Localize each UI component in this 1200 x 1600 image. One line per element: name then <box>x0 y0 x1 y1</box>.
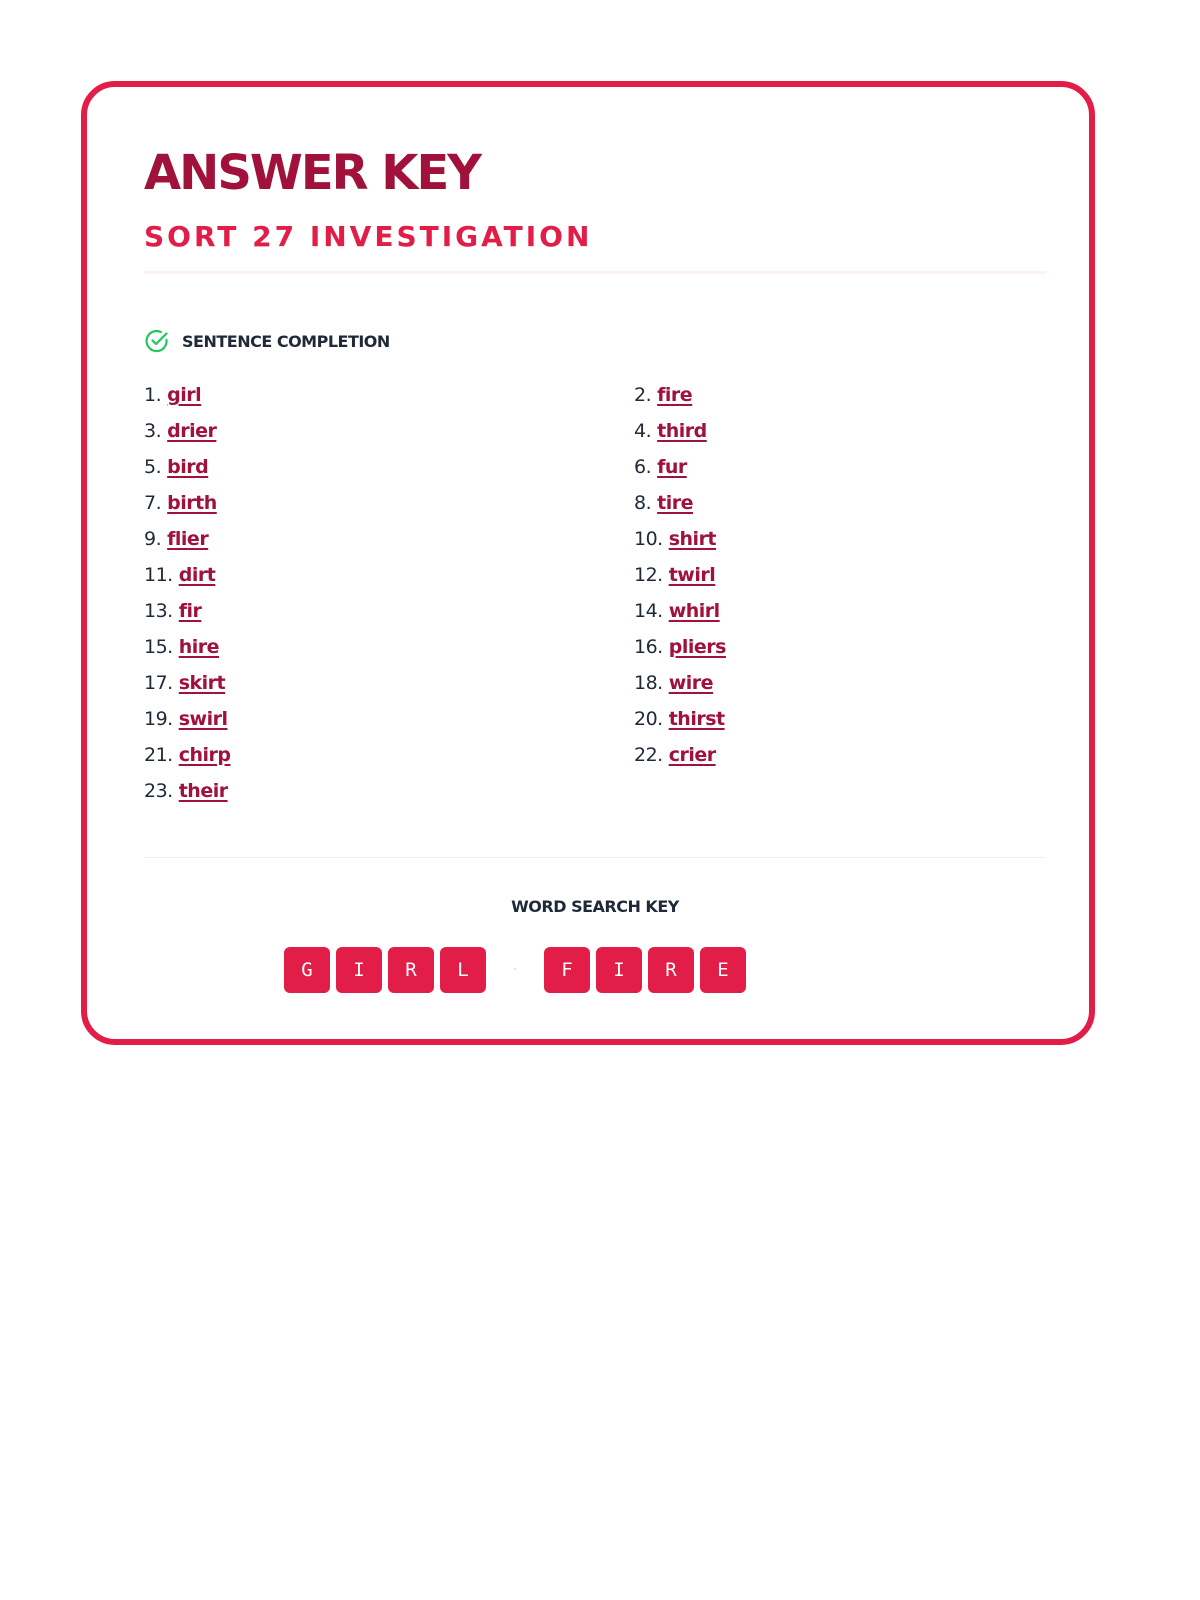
answer-word: twirl <box>668 564 716 586</box>
answer-item <box>634 413 1046 449</box>
answer-word: dirt <box>178 564 216 586</box>
answer-item <box>144 377 634 413</box>
letter-tile: I <box>596 947 642 993</box>
answer-item <box>144 701 634 737</box>
answer-item <box>144 449 634 485</box>
answer-item <box>144 485 634 521</box>
answer-item <box>144 557 634 593</box>
answer-number: 19. <box>144 708 173 730</box>
answer-number: 13. <box>144 600 173 622</box>
answer-number: 3. <box>144 420 162 442</box>
check-circle-icon <box>144 328 170 354</box>
answer-number: 10. <box>634 528 663 550</box>
answer-word: fir <box>178 600 202 622</box>
answer-word: girl <box>167 384 202 406</box>
answer-item <box>144 665 634 701</box>
answer-word: wire <box>668 672 714 694</box>
answer-word: their <box>178 780 228 802</box>
answer-number: 11. <box>144 564 173 586</box>
answer-key-card <box>81 81 1095 1045</box>
answer-item <box>634 665 1046 701</box>
answer-number: 16. <box>634 636 663 658</box>
answer-word: pliers <box>668 636 726 658</box>
answer-number: 12. <box>634 564 663 586</box>
answer-word: drier <box>167 420 217 442</box>
answer-word: hire <box>178 636 220 658</box>
answer-number: 22. <box>634 744 663 766</box>
answer-item <box>634 521 1046 557</box>
answer-word: birth <box>167 492 217 514</box>
answer-number: 18. <box>634 672 663 694</box>
answer-word: bird <box>167 456 209 478</box>
answer-word: whirl <box>668 600 720 622</box>
sentence-completion-heading <box>144 327 390 355</box>
answer-word: skirt <box>178 672 226 694</box>
answer-number: 21. <box>144 744 173 766</box>
letter-tile: I <box>336 947 382 993</box>
answer-item <box>634 377 1046 413</box>
answer-item <box>144 773 634 809</box>
answer-word: fur <box>657 456 687 478</box>
answer-item <box>634 449 1046 485</box>
answer-item <box>634 701 1046 737</box>
letter-tile: E <box>700 947 746 993</box>
answer-item <box>144 629 634 665</box>
answer-number: 6. <box>634 456 652 478</box>
answer-number: 15. <box>144 636 173 658</box>
section-divider <box>144 857 1046 858</box>
answer-number: 23. <box>144 780 173 802</box>
answer-item <box>634 485 1046 521</box>
answer-number: 5. <box>144 456 162 478</box>
answer-item <box>634 593 1046 629</box>
letter-tile: R <box>648 947 694 993</box>
answer-word: flier <box>167 528 209 550</box>
answer-number: 8. <box>634 492 652 514</box>
page-title: ANSWER KEY <box>144 145 481 201</box>
letter-tile: G <box>284 947 330 993</box>
page-subtitle: SORT 27 INVESTIGATION <box>144 220 593 253</box>
word-search-heading: WORD SEARCH KEY <box>511 897 679 916</box>
answer-list <box>144 377 1046 809</box>
answer-item <box>634 737 1046 773</box>
answer-word: third <box>657 420 707 442</box>
answer-number: 14. <box>634 600 663 622</box>
letter-tile: L <box>440 947 486 993</box>
answer-item <box>634 557 1046 593</box>
answer-item <box>144 521 634 557</box>
answer-word: shirt <box>668 528 717 550</box>
answer-word: crier <box>668 744 716 766</box>
section-label: SENTENCE COMPLETION <box>182 331 390 351</box>
answer-item <box>634 629 1046 665</box>
answer-number: 20. <box>634 708 663 730</box>
answer-word: fire <box>657 384 693 406</box>
answer-number: 4. <box>634 420 652 442</box>
header-divider <box>144 271 1046 274</box>
answer-number: 17. <box>144 672 173 694</box>
letter-tile: R <box>388 947 434 993</box>
answer-number: 9. <box>144 528 162 550</box>
answer-item <box>144 737 634 773</box>
answer-word: thirst <box>668 708 725 730</box>
answer-word: chirp <box>178 744 231 766</box>
tile-separator: · <box>512 962 518 978</box>
answer-item <box>144 593 634 629</box>
answer-word: swirl <box>178 708 228 730</box>
letter-tile: F <box>544 947 590 993</box>
answer-item <box>144 413 634 449</box>
answer-number: 1. <box>144 384 162 406</box>
answer-number: 7. <box>144 492 162 514</box>
answer-word: tire <box>657 492 693 514</box>
word-search-tiles <box>284 947 752 993</box>
answer-number: 2. <box>634 384 652 406</box>
